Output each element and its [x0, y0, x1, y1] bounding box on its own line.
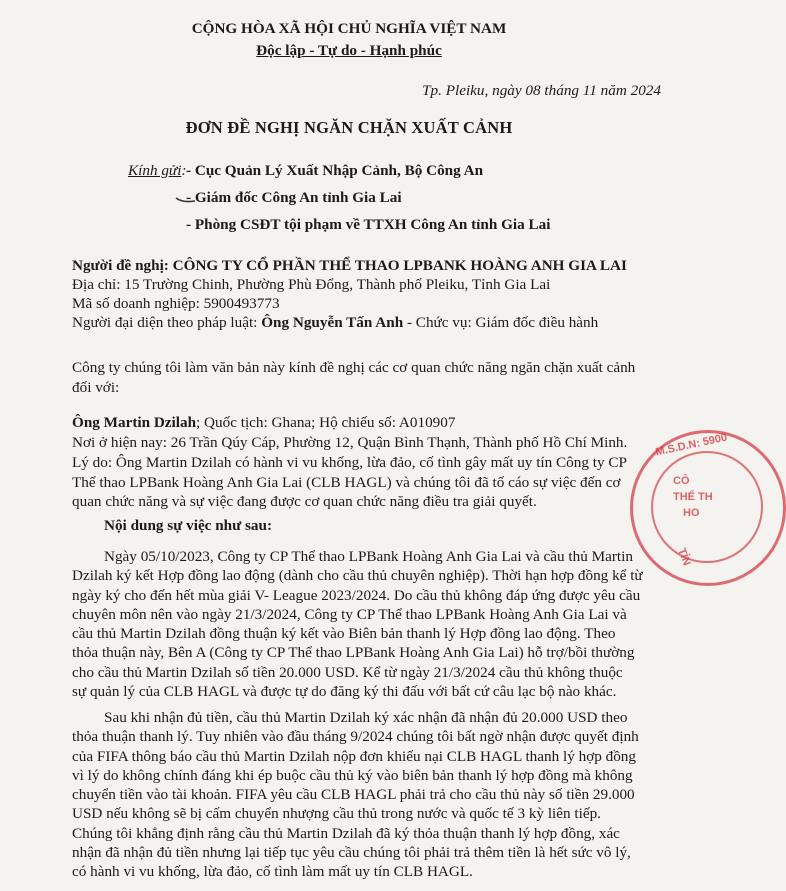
company-seal: [630, 430, 786, 586]
requester-label: Người đề nghị:: [72, 257, 169, 274]
paragraph-1-line: Ngày 05/10/2023, Công ty CP Thể thao LPBank Hoàng Anh Gia Lai và cầu thủ Martin: [104, 548, 633, 565]
requester-address: Địa chỉ: 15 Trường Chinh, Phường Phù Đổng, Thành phố Pleiku, Tỉnh Gia Lai: [72, 276, 551, 293]
requester-tax-code: Mã số doanh nghiệp: 5900493773: [72, 295, 280, 312]
reason-paragraph: [72, 453, 668, 512]
recipients-label-text: Kính gửi: [128, 162, 182, 179]
paragraph-2-line: Sau khi nhận đủ tiền, cầu thủ Martin Dzilah ký xác nhận đã nhận đủ 20.000 USD theo: [104, 709, 628, 726]
paragraph-2-line: nhận đã nhận đủ tiền nhưng lại tiếp tục yêu cầu chúng tôi phải trả thêm tiền là hết sức vô lý,: [72, 844, 631, 862]
paragraph-2-line: vì lý do không chính đáng khi ép buộc cầu thủ ký vào biên bản thanh lý hợp đồng mà không: [72, 766, 633, 784]
recipient-2: - Giám đốc Công An tỉnh Gia Lai: [186, 189, 402, 206]
recipients-label: [128, 162, 187, 180]
motto: [0, 42, 698, 60]
paragraph-2-line: có hành vi vu khống, lừa đảo, cố tình làm mất uy tín CLB HAGL.: [72, 863, 473, 881]
motto-text: Độc lập - Tự do - Hạnh phúc: [256, 42, 442, 59]
paragraph-1-line: cầu thủ Martin Dzilah đồng thuận ký kết vào Biên bản thanh lý Hợp đồng lao động. Theo: [72, 625, 616, 643]
requester-representative: [72, 314, 598, 332]
reason-line: Thể thao LPBank Hoàng Anh Gia Lai (CLB HAGL) và chúng tôi đã tố cáo sự việc đến cơ: [72, 473, 621, 491]
seal-number: M.S.D.N: 5900: [654, 431, 729, 459]
intro-paragraph: [72, 358, 668, 397]
paragraph-1: [72, 547, 668, 701]
paragraph-2-line: chuyển tiền vào tài khoản. FIFA yêu cầu CLB HAGL phải trả cho cầu thủ này số tiền 29.000: [72, 786, 635, 804]
reason-line: quan chức năng và sự việc đang được cơ quan chức năng điều tra giải quyết.: [72, 493, 537, 510]
rep-label: Người đại diện theo pháp luật:: [72, 314, 262, 331]
recipient-1: - Cục Quản Lý Xuất Nhập Cảnh, Bộ Công An: [186, 162, 484, 179]
reason-line: Lý do: Ông Martin Dzilah có hành vi vu khống, lừa đảo, cố tình gây mất uy tín Công ty CP: [72, 454, 627, 471]
requester-name: CÔNG TY CỔ PHẦN THỂ THAO LPBANK HOÀNG ANH GIA LAI: [168, 257, 627, 274]
paragraph-2-line: Chúng tôi khẳng định rằng cầu thủ Martin Dzilah đã ký thỏa thuận thanh lý hợp đồng, xác: [72, 824, 620, 842]
paragraph-1-line: chuyên môn nên vào ngày 21/3/2024, Công ty CP Thể thao LPBank Hoàng Anh Gia Lai và: [72, 605, 627, 623]
rep-name: Ông Nguyễn Tấn Anh: [261, 314, 404, 331]
paragraph-2-line: USD nếu không sẽ bị cấm chuyển nhượng cầu thủ trong nước và quốc tế 3 kỳ liên tiếp.: [72, 805, 601, 823]
intro-line: đối với:: [72, 378, 120, 396]
paragraph-2-line: của FIFA thông báo cầu thủ Martin Dzilah nộp đơn khiếu nại CLB HAGL thanh lý hợp đồng: [72, 747, 636, 765]
document-title: ĐƠN ĐỀ NGHỊ NGĂN CHẶN XUẤT CẢNH: [185, 118, 513, 137]
company-seal-inner-ring: [651, 451, 763, 563]
subject-name: Ông Martin Dzilah: [72, 414, 197, 431]
date-line: Tp. Pleiku, ngày 08 tháng 11 năm 2024: [422, 82, 661, 99]
rep-title: - Chức vụ: Giám đốc điều hành: [403, 314, 599, 331]
requester-line: [72, 257, 627, 275]
seal-text-line: CÔ: [673, 475, 690, 487]
seal-text-line: THỂ TH: [673, 491, 713, 503]
seal-province: TỈN: [675, 546, 693, 568]
paragraph-1-line: sự quản lý của CLB HAGL và được tự do đăng ký thi đấu với bất cứ câu lạc bộ nào khác.: [72, 683, 617, 701]
intro-line: Công ty chúng tôi làm văn bản này kính đề nghị các cơ quan chức năng ngăn chặn xuất cảnh: [72, 359, 636, 376]
seal-text-line: HO: [683, 507, 700, 519]
recipients-colon: :: [181, 162, 187, 179]
paragraph-2-line: thỏa thuận thanh lý. Tuy nhiên vào đầu tháng 9/2024 chúng tôi bất ngờ nhận được quyết định: [72, 728, 639, 746]
subject-residence: Nơi ở hiện nay: 26 Trần Qúy Cáp, Phường 12, Quận Bình Thạnh, Thành phố Hồ Chí Minh.: [72, 434, 628, 451]
subject-details: ; Quốc tịch: Ghana; Hộ chiếu số: A010907: [196, 414, 456, 431]
paragraph-1-line: Dzilah ký kết Hợp đồng lao động (dành cho cầu thủ chuyên nghiệp). Thời hạn hợp đồng kể từ: [72, 567, 643, 585]
subject-line: [72, 414, 455, 432]
paragraph-1-line: ngày ký cho đến hết mùa giải V- League 2023/2024. Do cầu thủ không đáp ứng được yêu cầu: [72, 586, 641, 604]
recipient-3: - Phòng CSĐT tội phạm về TTXH Công An tỉnh Gia Lai: [186, 216, 551, 233]
content-heading: Nội dung sự việc như sau:: [104, 517, 273, 534]
paragraph-1-line: thỏa thuận này, Bên A (Công ty CP Thể thao LPBank Hoàng Anh Gia Lai) hỗ trợ/bồi thường: [72, 644, 635, 662]
paragraph-1-line: cho cầu thủ Martin Dzilah số tiền 20.000 USD. Kể từ ngày 21/3/2024 cầu thủ không thuộc: [72, 663, 623, 681]
paragraph-2: [72, 708, 668, 882]
republic-heading: CỘNG HÒA XÃ HỘI CHỦ NGHĨA VIỆT NAM: [191, 20, 507, 37]
